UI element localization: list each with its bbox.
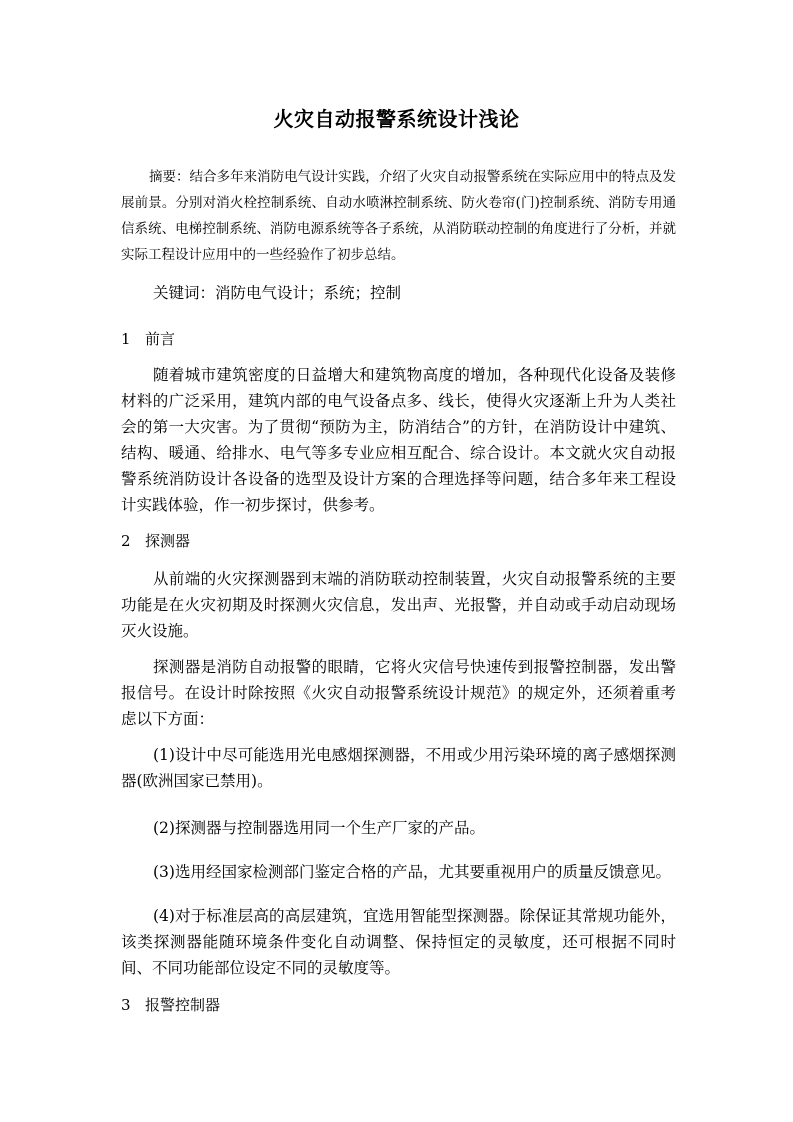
section-heading (121, 326, 676, 352)
section-title: 报警控制器 (145, 996, 221, 1014)
list-item: (4)对于标准层高的高层建筑，宜选用智能型探测器。除保证其常规功能外，该类探测器能随环境条件变化自动调整、保持恒定的灵敏度，还可根据不同时间、不同功能部位设定不同的灵敏度等。 (121, 907, 676, 977)
section-number: 2 (121, 532, 131, 550)
section-title: 探测器 (145, 532, 191, 550)
list-item: (3)选用经国家检测部门鉴定合格的产品，尤其要重视用户的质量反馈意见。 (153, 863, 671, 881)
body-paragraph: 从前端的火灾探测器到末端的消防联动控制装置，火灾自动报警系统的主要功能是在火灾初期及时探测火灾信息，发出声、光报警，并自动或手动启动现场灭火设施。 (121, 570, 676, 640)
section-heading (121, 528, 676, 554)
document-title: 火灾自动报警系统设计浅论 (273, 107, 520, 131)
list-item: (1)设计中尽可能选用光电感烟探测器，不用或少用污染环境的离子感烟探测器(欧洲国家已禁用)。 (121, 746, 676, 790)
section-number: 3 (121, 996, 131, 1014)
body-paragraph: 探测器是消防自动报警的眼睛，它将火灾信号快速传到报警控制器，发出警报信号。在设计时除按照《火灾自动报警系统设计规范》的规定外，还须着重考虑以下方面： (121, 658, 676, 728)
abstract-paragraph: 摘要：结合多年来消防电气设计实践，介绍了火灾自动报警系统在实际应用中的特点及发展前景。分别对消火栓控制系统、自动水喷淋控制系统、防火卷帘(门)控制系统、消防专用通信系统、电梯控制系统、消防电源系统等各子系统，从消防联动控制的角度进行了分析，并就实际工程设计应用中的一些经验作了初步总结。 (121, 169, 676, 263)
keywords-line: 关键词：消防电气设计；系统；控制 (153, 284, 402, 302)
section-title: 前言 (145, 330, 176, 348)
section-heading (121, 992, 676, 1018)
body-paragraph: 随着城市建筑密度的日益增大和建筑物高度的增加，各种现代化设备及装修材料的广泛采用，建筑内部的电气设备点多、线长，使得火灾逐渐上升为人类社会的第一大灾害。为了贯彻“预防为主，防消结合”的方针，在消防设计中建筑、结构、暖通、给排水、电气等多专业应相互配合、综合设计。本文就火灾自动报警系统消防设计各设备的选型及设计方案的合理选择等问题，结合多年来工程设计实践体验，作一初步探讨，供参考。 (121, 366, 676, 514)
section-number: 1 (121, 330, 131, 348)
list-item: (2)探测器与控制器选用同一个生产厂家的产品。 (153, 819, 485, 837)
